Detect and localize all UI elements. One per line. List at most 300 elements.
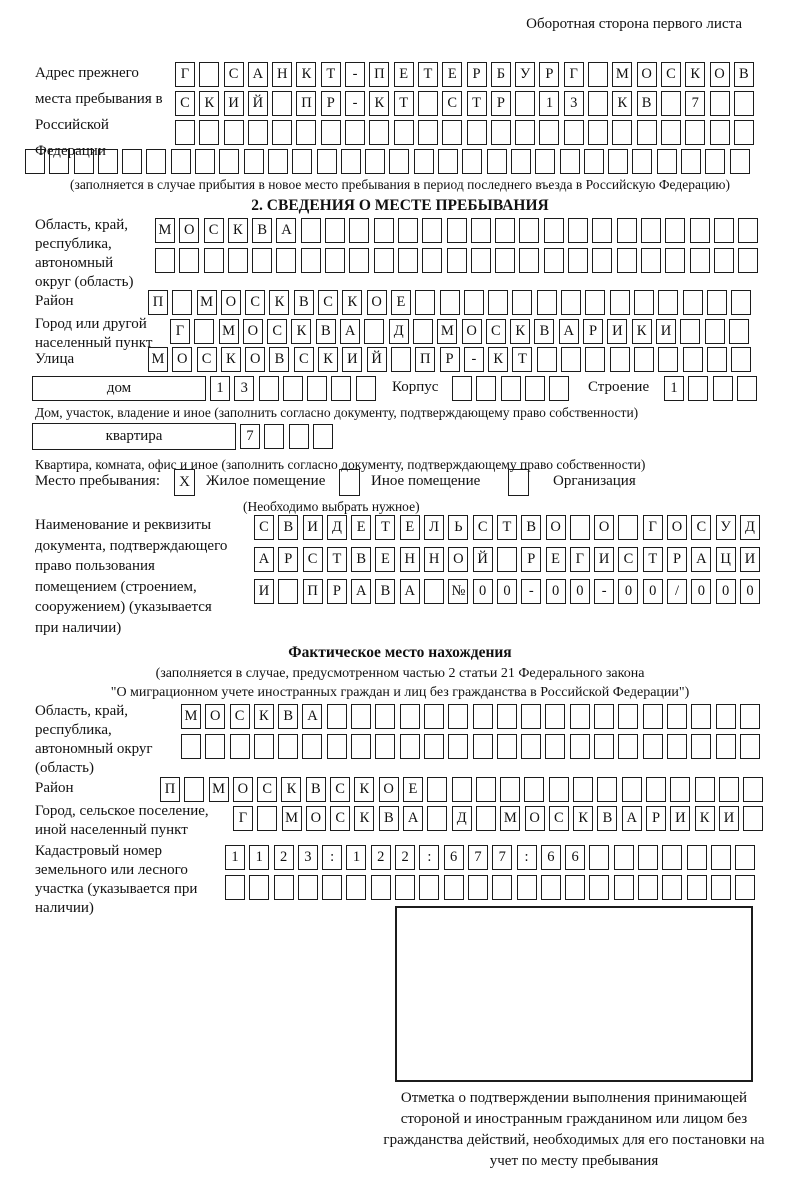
char-cell[interactable] [462,149,482,174]
char-cell[interactable] [570,704,590,729]
char-cell[interactable]: : [419,845,439,870]
char-cell[interactable] [175,120,195,145]
char-cell[interactable]: К [695,806,715,831]
char-cell[interactable]: Т [394,91,414,116]
char-cell[interactable] [535,149,555,174]
char-cell[interactable]: Т [467,91,487,116]
char-cell[interactable]: М [612,62,632,87]
char-cell[interactable] [331,376,351,401]
char-cell[interactable]: Р [321,91,341,116]
char-cell[interactable] [427,777,447,802]
char-cell[interactable]: О [172,347,192,372]
char-cell[interactable]: 0 [570,579,590,604]
char-cell[interactable] [442,120,462,145]
char-cell[interactable]: Р [539,62,559,87]
char-cell[interactable]: С [661,62,681,87]
char-cell[interactable] [683,290,703,315]
char-cell[interactable] [545,704,565,729]
char-cell[interactable]: Н [272,62,292,87]
char-cell[interactable] [473,704,493,729]
char-cell[interactable] [487,149,507,174]
char-cell[interactable] [374,248,394,273]
char-cell[interactable] [519,248,539,273]
char-cell[interactable] [204,248,224,273]
char-cell[interactable] [597,777,617,802]
char-cell[interactable] [444,875,464,900]
char-cell[interactable] [584,149,604,174]
char-cell[interactable] [195,149,215,174]
char-cell[interactable] [424,704,444,729]
char-cell[interactable]: О [594,515,614,540]
char-cell[interactable] [661,120,681,145]
char-cell[interactable]: С [204,218,224,243]
char-cell[interactable]: 7 [240,424,260,449]
char-cell[interactable]: 6 [444,845,464,870]
char-cell[interactable]: О [233,777,253,802]
char-cell[interactable] [734,120,754,145]
char-cell[interactable] [452,376,472,401]
char-cell[interactable]: А [691,547,711,572]
char-cell[interactable]: С [330,806,350,831]
char-cell[interactable] [400,704,420,729]
char-cell[interactable] [638,845,658,870]
char-cell[interactable] [301,218,321,243]
char-cell[interactable]: Б [491,62,511,87]
char-cell[interactable]: Т [375,515,395,540]
char-cell[interactable] [707,347,727,372]
char-cell[interactable]: С [303,547,323,572]
char-cell[interactable] [691,734,711,759]
char-cell[interactable]: 0 [546,579,566,604]
char-cell[interactable]: Г [175,62,195,87]
char-cell[interactable] [524,777,544,802]
char-cell[interactable] [302,734,322,759]
char-cell[interactable]: С [549,806,569,831]
char-cell[interactable] [349,248,369,273]
char-cell[interactable]: 0 [497,579,517,604]
char-cell[interactable] [398,248,418,273]
char-cell[interactable]: 6 [565,845,585,870]
char-cell[interactable]: К [488,347,508,372]
char-cell[interactable]: С [230,704,250,729]
char-cell[interactable] [452,777,472,802]
char-cell[interactable] [356,376,376,401]
char-cell[interactable] [643,734,663,759]
char-cell[interactable] [588,120,608,145]
char-cell[interactable] [589,875,609,900]
char-cell[interactable]: М [197,290,217,315]
char-cell[interactable] [665,248,685,273]
char-cell[interactable] [422,248,442,273]
char-cell[interactable]: С [330,777,350,802]
char-cell[interactable] [658,347,678,372]
char-cell[interactable] [351,734,371,759]
char-cell[interactable] [561,347,581,372]
char-cell[interactable] [588,62,608,87]
char-cell[interactable] [389,149,409,174]
char-cell[interactable] [594,704,614,729]
char-cell[interactable]: - [594,579,614,604]
char-cell[interactable] [327,704,347,729]
char-cell[interactable] [610,347,630,372]
char-cell[interactable] [735,845,755,870]
char-cell[interactable] [464,290,484,315]
char-cell[interactable] [521,704,541,729]
char-cell[interactable]: О [306,806,326,831]
char-cell[interactable]: 0 [691,579,711,604]
char-cell[interactable]: И [719,806,739,831]
char-cell[interactable] [549,376,569,401]
char-cell[interactable]: 3 [298,845,318,870]
char-cell[interactable] [714,248,734,273]
char-cell[interactable]: Е [351,515,371,540]
char-cell[interactable] [369,120,389,145]
char-cell[interactable]: К [281,777,301,802]
char-cell[interactable]: Д [327,515,347,540]
char-cell[interactable] [737,376,757,401]
char-cell[interactable] [199,120,219,145]
char-cell[interactable] [592,218,612,243]
char-cell[interactable] [414,149,434,174]
char-cell[interactable] [268,149,288,174]
char-cell[interactable] [272,91,292,116]
char-cell[interactable]: 7 [468,845,488,870]
char-cell[interactable]: Т [321,62,341,87]
char-cell[interactable] [224,120,244,145]
char-cell[interactable]: С [486,319,506,344]
char-cell[interactable]: А [302,704,322,729]
char-cell[interactable] [471,248,491,273]
char-cell[interactable] [614,875,634,900]
char-cell[interactable] [688,376,708,401]
char-cell[interactable]: К [573,806,593,831]
char-cell[interactable] [730,149,750,174]
char-cell[interactable]: - [521,579,541,604]
char-cell[interactable]: П [415,347,435,372]
char-cell[interactable] [272,120,292,145]
char-cell[interactable]: 1 [346,845,366,870]
char-cell[interactable] [638,875,658,900]
char-cell[interactable]: О [179,218,199,243]
char-cell[interactable] [283,376,303,401]
char-cell[interactable]: Л [424,515,444,540]
char-cell[interactable]: К [228,218,248,243]
char-cell[interactable] [549,777,569,802]
char-cell[interactable] [734,91,754,116]
char-cell[interactable] [301,248,321,273]
char-cell[interactable]: Р [491,91,511,116]
char-cell[interactable] [219,149,239,174]
char-cell[interactable]: К [199,91,219,116]
char-cell[interactable] [646,777,666,802]
char-cell[interactable] [690,248,710,273]
char-cell[interactable]: Р [646,806,666,831]
char-cell[interactable]: Т [497,515,517,540]
char-cell[interactable]: А [403,806,423,831]
char-cell[interactable] [617,218,637,243]
char-cell[interactable] [560,149,580,174]
char-cell[interactable] [641,218,661,243]
char-cell[interactable] [541,875,561,900]
char-cell[interactable] [365,149,385,174]
char-cell[interactable] [391,347,411,372]
char-cell[interactable]: Р [327,579,347,604]
char-cell[interactable] [662,845,682,870]
char-cell[interactable] [199,62,219,87]
char-cell[interactable]: В [269,347,289,372]
char-cell[interactable]: М [282,806,302,831]
char-cell[interactable]: М [155,218,175,243]
char-cell[interactable] [497,734,517,759]
char-cell[interactable] [225,875,245,900]
char-cell[interactable]: Н [400,547,420,572]
char-cell[interactable]: О [710,62,730,87]
char-cell[interactable] [657,149,677,174]
char-cell[interactable] [738,248,758,273]
char-cell[interactable]: И [254,579,274,604]
char-cell[interactable]: О [379,777,399,802]
char-cell[interactable] [345,120,365,145]
char-cell[interactable] [194,319,214,344]
char-cell[interactable]: У [515,62,535,87]
char-cell[interactable] [641,248,661,273]
char-cell[interactable]: С [618,547,638,572]
char-cell[interactable] [713,376,733,401]
char-cell[interactable] [618,515,638,540]
char-cell[interactable] [683,347,703,372]
char-cell[interactable] [691,704,711,729]
char-cell[interactable]: Е [391,290,411,315]
char-cell[interactable] [705,319,725,344]
char-cell[interactable] [585,290,605,315]
char-cell[interactable]: 0 [643,579,663,604]
char-cell[interactable]: К [342,290,362,315]
char-cell[interactable]: А [248,62,268,87]
char-cell[interactable]: О [448,547,468,572]
char-cell[interactable]: 0 [740,579,760,604]
char-cell[interactable]: О [243,319,263,344]
char-cell[interactable] [515,91,535,116]
char-cell[interactable] [608,149,628,174]
char-cell[interactable]: Й [473,547,493,572]
char-cell[interactable] [667,704,687,729]
char-cell[interactable]: К [369,91,389,116]
char-cell[interactable]: А [254,547,274,572]
char-cell[interactable] [400,734,420,759]
char-cell[interactable] [276,248,296,273]
char-cell[interactable]: Р [278,547,298,572]
char-cell[interactable] [521,734,541,759]
char-cell[interactable]: К [632,319,652,344]
char-cell[interactable] [685,120,705,145]
char-cell[interactable]: А [622,806,642,831]
char-cell[interactable]: О [367,290,387,315]
char-cell[interactable] [637,120,657,145]
char-cell[interactable] [375,704,395,729]
char-cell[interactable]: 7 [492,845,512,870]
char-cell[interactable] [325,218,345,243]
char-cell[interactable]: Г [643,515,663,540]
char-cell[interactable]: Г [564,62,584,87]
char-cell[interactable] [716,734,736,759]
char-cell[interactable]: К [291,319,311,344]
char-cell[interactable] [313,424,333,449]
char-cell[interactable]: С [318,290,338,315]
char-cell[interactable] [349,218,369,243]
char-cell[interactable] [317,149,337,174]
char-cell[interactable] [545,734,565,759]
char-cell[interactable] [418,120,438,145]
char-cell[interactable]: В [351,547,371,572]
char-cell[interactable]: И [607,319,627,344]
char-cell[interactable] [537,290,557,315]
char-cell[interactable] [364,319,384,344]
char-cell[interactable] [278,734,298,759]
char-cell[interactable] [49,149,69,174]
char-cell[interactable]: И [670,806,690,831]
char-cell[interactable]: В [379,806,399,831]
char-cell[interactable]: И [224,91,244,116]
char-cell[interactable] [171,149,191,174]
char-cell[interactable] [610,290,630,315]
char-cell[interactable] [544,218,564,243]
char-cell[interactable]: Е [403,777,423,802]
char-cell[interactable]: Г [570,547,590,572]
char-cell[interactable] [568,218,588,243]
char-cell[interactable] [476,777,496,802]
char-cell[interactable] [634,290,654,315]
char-cell[interactable] [228,248,248,273]
char-cell[interactable] [438,149,458,174]
char-cell[interactable] [179,248,199,273]
char-cell[interactable] [614,845,634,870]
char-cell[interactable] [568,248,588,273]
char-cell[interactable]: К [296,62,316,87]
char-cell[interactable] [681,149,701,174]
char-cell[interactable] [321,120,341,145]
char-cell[interactable]: В [521,515,541,540]
char-cell[interactable]: К [354,806,374,831]
char-cell[interactable] [665,218,685,243]
char-cell[interactable]: 2 [395,845,415,870]
char-cell[interactable] [612,120,632,145]
char-cell[interactable]: А [559,319,579,344]
char-cell[interactable]: И [740,547,760,572]
char-cell[interactable]: К [269,290,289,315]
char-cell[interactable] [743,777,763,802]
char-cell[interactable] [622,777,642,802]
char-cell[interactable]: Г [233,806,253,831]
char-cell[interactable] [511,149,531,174]
char-cell[interactable] [298,875,318,900]
char-cell[interactable] [711,845,731,870]
char-cell[interactable]: М [209,777,229,802]
char-cell[interactable]: / [667,579,687,604]
char-cell[interactable]: : [517,845,537,870]
char-cell[interactable]: К [354,777,374,802]
char-cell[interactable]: 0 [618,579,638,604]
char-cell[interactable] [468,875,488,900]
char-cell[interactable] [740,704,760,729]
char-cell[interactable]: О [205,704,225,729]
char-cell[interactable]: В [306,777,326,802]
char-cell[interactable]: П [303,579,323,604]
char-cell[interactable] [398,218,418,243]
char-cell[interactable]: В [375,579,395,604]
char-cell[interactable]: П [148,290,168,315]
char-cell[interactable] [594,734,614,759]
stay-type-checkbox-residential[interactable]: X [174,469,195,496]
char-cell[interactable] [588,91,608,116]
char-cell[interactable] [371,875,391,900]
char-cell[interactable] [375,734,395,759]
char-cell[interactable]: К [318,347,338,372]
char-cell[interactable] [205,734,225,759]
char-cell[interactable] [492,875,512,900]
char-cell[interactable]: Е [546,547,566,572]
char-cell[interactable] [710,91,730,116]
char-cell[interactable]: Й [248,91,268,116]
char-cell[interactable]: Й [367,347,387,372]
char-cell[interactable] [230,734,250,759]
char-cell[interactable]: К [221,347,241,372]
char-cell[interactable]: Д [389,319,409,344]
char-cell[interactable]: И [303,515,323,540]
char-cell[interactable]: Р [667,547,687,572]
char-cell[interactable] [413,319,433,344]
char-cell[interactable] [172,290,192,315]
char-cell[interactable] [731,347,751,372]
char-cell[interactable] [719,777,739,802]
char-cell[interactable] [658,290,678,315]
char-cell[interactable]: 1 [664,376,684,401]
char-cell[interactable] [617,248,637,273]
char-cell[interactable]: П [369,62,389,87]
char-cell[interactable] [264,424,284,449]
char-cell[interactable]: Т [418,62,438,87]
char-cell[interactable]: К [254,704,274,729]
char-cell[interactable]: 0 [716,579,736,604]
char-cell[interactable]: О [462,319,482,344]
char-cell[interactable] [419,875,439,900]
char-cell[interactable]: П [160,777,180,802]
char-cell[interactable]: А [351,579,371,604]
char-cell[interactable] [146,149,166,174]
char-cell[interactable] [561,290,581,315]
char-cell[interactable]: 7 [685,91,705,116]
char-cell[interactable]: В [734,62,754,87]
char-cell[interactable] [687,875,707,900]
stay-type-checkbox-organization[interactable] [508,469,529,496]
char-cell[interactable] [244,149,264,174]
char-cell[interactable] [325,248,345,273]
char-cell[interactable] [585,347,605,372]
char-cell[interactable] [307,376,327,401]
char-cell[interactable] [618,734,638,759]
char-cell[interactable] [447,248,467,273]
char-cell[interactable] [690,218,710,243]
char-cell[interactable] [252,248,272,273]
char-cell[interactable]: О [525,806,545,831]
char-cell[interactable]: В [294,290,314,315]
char-cell[interactable] [705,149,725,174]
char-cell[interactable] [517,875,537,900]
stay-type-checkbox-other[interactable] [339,469,360,496]
char-cell[interactable]: М [148,347,168,372]
char-cell[interactable] [740,734,760,759]
char-cell[interactable]: 0 [473,579,493,604]
char-cell[interactable] [515,120,535,145]
